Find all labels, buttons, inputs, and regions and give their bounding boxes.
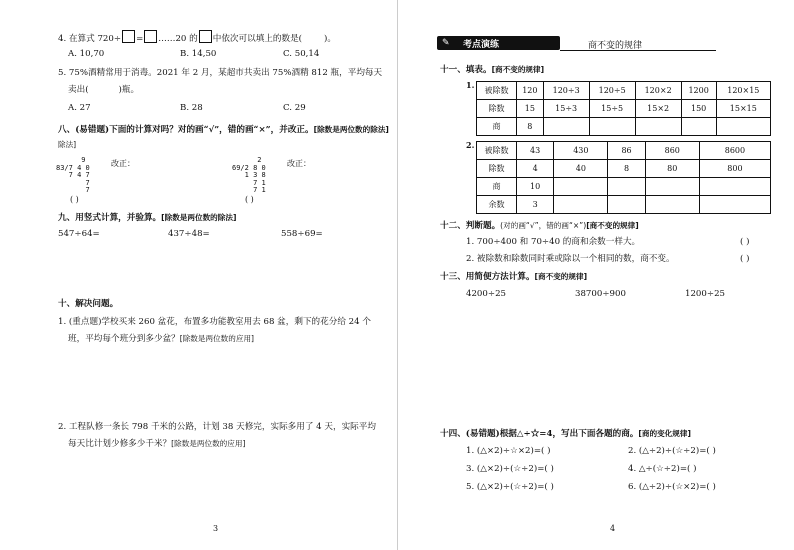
section-12-title: 十二、判断题。(对的画“√”，错的画“×”)[商不变的规律] xyxy=(440,221,639,231)
table-2 xyxy=(476,141,771,214)
judge-paren-item-1[interactable]: ( ) xyxy=(740,237,750,247)
answer-cell[interactable] xyxy=(699,178,770,196)
answer-cell[interactable] xyxy=(608,196,645,214)
section-8-title: 八、(易错题)下面的计算对吗？对的画“√”，错的画“×”，并改正。[除数是两位数的除法] xyxy=(58,125,389,135)
question-5-line1: 5. 75%酒精常用于消毒。2021 年 2 月，某超市共卖出 75%酒精 812 瓶，平均每天 xyxy=(58,68,383,78)
quotient-item-5: 5. (△×2)÷(☆÷2)=( ) xyxy=(466,482,554,492)
table-row: 被除数 43 430 86 860 8600 xyxy=(477,142,771,160)
table-row: 除数 15 15÷3 15÷5 15×2 150 15×15 xyxy=(477,100,771,118)
answer-cell[interactable] xyxy=(554,178,608,196)
quotient-item-1: 1. (△×2)÷☆×2)=( ) xyxy=(466,446,551,456)
blank-box[interactable] xyxy=(122,30,135,43)
answer-cell[interactable] xyxy=(681,118,716,136)
quotient-item-2: 2. (△÷2)÷(☆÷2)=( ) xyxy=(628,446,716,456)
q4-option-c: C. 50,14 xyxy=(283,49,320,59)
table-row: 被除数 120 120÷3 120÷5 120×2 1200 120×15 xyxy=(477,82,771,100)
vertical-calc-1: 547÷64= xyxy=(58,229,100,239)
table-2-number: 2. xyxy=(466,140,475,150)
simple-calc-2: 38700÷900 xyxy=(575,289,626,299)
answer-cell[interactable] xyxy=(589,118,635,136)
problem-1-line2: 班，平均每个班分到多少盆？[除数是两位数的应用] xyxy=(68,334,255,344)
problem-1-line1: 1. (重点题)学校买来 260 盆花，布置多功能教室用去 68 盆，剩下的花分给 24 个 xyxy=(58,317,371,327)
quotient-item-4: 4. △÷(☆÷2)=( ) xyxy=(628,464,697,474)
quotient-item-3: 3. (△×2)÷(☆÷2)=( ) xyxy=(466,464,554,474)
table-row: 除数 4 40 8 80 800 xyxy=(477,160,771,178)
answer-cell[interactable] xyxy=(716,118,770,136)
page-number-left: 3 xyxy=(213,524,219,533)
question-4: 4. 在算式 720÷ = ……20 的 中依次可以填上的数是( )。 xyxy=(58,30,336,45)
answer-cell[interactable] xyxy=(543,118,589,136)
table-1-number: 1. xyxy=(466,80,475,90)
answer-cell[interactable] xyxy=(635,118,681,136)
fix-label-2: 改正： xyxy=(287,159,311,168)
judge-item-1: 1. 700÷400 和 70÷40 的商和余数一样大。 xyxy=(466,237,641,247)
question-5-line2: 卖出( )瓶。 xyxy=(68,85,140,95)
simple-calc-1: 4200÷25 xyxy=(466,289,507,299)
problem-2-line1: 2. 工程队修一条长 798 千米的公路，计划 38 天修完，实际多用了 4 天，实际平均 xyxy=(58,422,376,432)
q4-option-b: B. 14,50 xyxy=(180,49,217,59)
answer-cell[interactable] xyxy=(699,196,770,214)
judge-paren-1: ( ) xyxy=(70,195,79,204)
table-row: 商 10 xyxy=(477,178,771,196)
page-topic-title: 商不变的规律 xyxy=(588,41,643,51)
q5-option-a: A. 27 xyxy=(68,103,91,113)
page-divider xyxy=(397,0,398,550)
q5-option-c: C. 29 xyxy=(283,103,306,113)
section-13-title: 十三、用简便方法计算。[商不变的规律] xyxy=(440,272,588,282)
section-14-title: 十四、(易错题)根据△÷☆=4，写出下面各题的商。[商的变化规律] xyxy=(440,429,691,439)
q4-option-a: A. 10,70 xyxy=(68,49,105,59)
section-8-tag: [除数是两位数的除法] xyxy=(313,125,389,134)
pen-icon: ✎ xyxy=(442,38,450,48)
section-9-title: 九、用竖式计算，并验算。[除数是两位数的除法] xyxy=(58,213,237,223)
page-number-right: 4 xyxy=(610,524,616,533)
long-division-2: 2 69/2 8 0 1 3 8 7 1 7 1 xyxy=(232,156,266,195)
title-underline xyxy=(560,50,716,51)
q5-option-b: B. 28 xyxy=(180,103,203,113)
long-division-1: 9 83/7 4 0 7 4 7 7 7 xyxy=(56,156,90,195)
quotient-item-6: 6. (△÷2)÷(☆×2)=( ) xyxy=(628,482,716,492)
section-banner xyxy=(437,36,560,50)
vertical-calc-2: 437÷48= xyxy=(168,229,210,239)
judge-paren-2: ( ) xyxy=(245,195,254,204)
answer-cell[interactable] xyxy=(608,178,645,196)
vertical-calc-3: 558÷69= xyxy=(281,229,323,239)
table-1 xyxy=(476,81,771,136)
banner-label: 考点演练 xyxy=(463,40,500,50)
section-11-title: 十一、填表。[商不变的规律] xyxy=(440,65,545,75)
fix-label-1: 改正： xyxy=(111,159,135,168)
judge-paren-item-2[interactable]: ( ) xyxy=(740,254,750,264)
answer-cell[interactable] xyxy=(554,196,608,214)
problem-2-line2: 每天比计划少修多少千米？[除数是两位数的应用] xyxy=(68,439,246,449)
table-row: 商 8 xyxy=(477,118,771,136)
blank-box[interactable] xyxy=(199,30,212,43)
answer-cell[interactable] xyxy=(645,178,699,196)
section-10-title: 十、解决问题。 xyxy=(58,299,119,309)
answer-cell[interactable] xyxy=(645,196,699,214)
section-8-tag-cont: 除法] xyxy=(58,140,77,149)
blank-box[interactable] xyxy=(144,30,157,43)
simple-calc-3: 1200÷25 xyxy=(685,289,726,299)
judge-item-2: 2. 被除数和除数同时乘或除以一个相同的数，商不变。 xyxy=(466,254,675,264)
table-row: 余数 3 xyxy=(477,196,771,214)
